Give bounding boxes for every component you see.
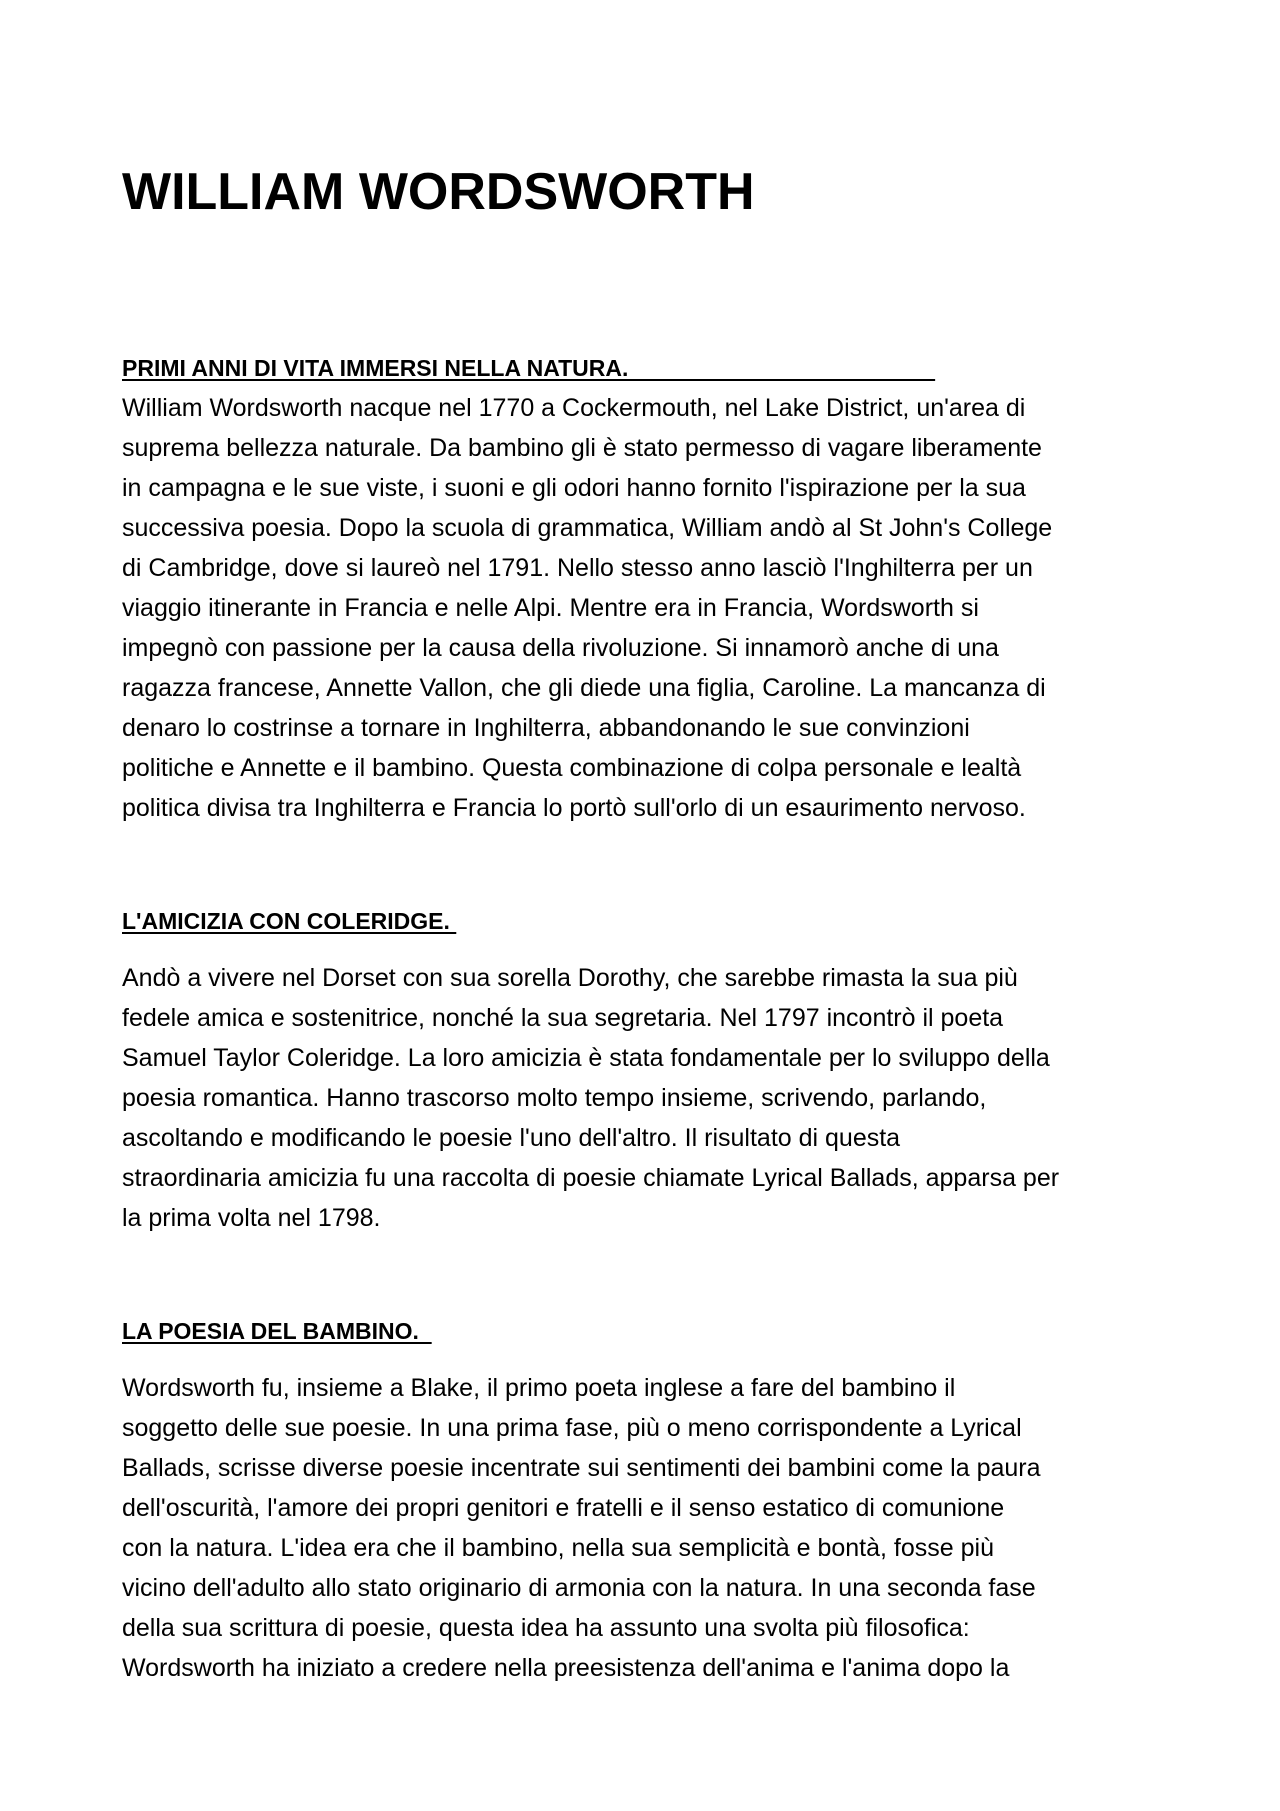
text-line: William Wordsworth nacque nel 1770 a Cockermouth, nel Lake District, un'area di (122, 394, 1026, 422)
section-body-coleridge (122, 958, 1059, 1238)
text-line: dell'oscurità, l'amore dei propri genitori e fratelli e il senso estatico di comunione (122, 1494, 1005, 1522)
text-line: la prima volta nel 1798. (122, 1204, 381, 1232)
section-heading-child-poetry: LA POESIA DEL BAMBINO. (122, 1318, 432, 1344)
text-line: Andò a vivere nel Dorset con sua sorella Dorothy, che sarebbe rimasta la sua più (122, 964, 1018, 992)
text-line: Samuel Taylor Coleridge. La loro amicizia è stata fondamentale per lo sviluppo della (122, 1044, 1050, 1072)
text-line: della sua scrittura di poesie, questa idea ha assunto una svolta più filosofica: (122, 1614, 970, 1642)
text-line: con la natura. L'idea era che il bambino, nella sua semplicità e bontà, fosse più (122, 1534, 994, 1562)
section-body-child-poetry (122, 1368, 1041, 1688)
section-heading-early-life: PRIMI ANNI DI VITA IMMERSI NELLA NATURA. (122, 355, 936, 381)
text-line: straordinaria amicizia fu una raccolta di poesie chiamate Lyrical Ballads, apparsa per (122, 1164, 1060, 1192)
text-line: successiva poesia. Dopo la scuola di grammatica, William andò al St John's College (122, 514, 1053, 542)
text-line: Ballads, scrisse diverse poesie incentrate sui sentimenti dei bambini come la paura (122, 1454, 1041, 1482)
text-line: suprema bellezza naturale. Da bambino gli è stato permesso di vagare liberamente (122, 434, 1042, 462)
text-line: soggetto delle sue poesie. In una prima fase, più o meno corrispondente a Lyrical (122, 1414, 1022, 1442)
section-heading-coleridge: L'AMICIZIA CON COLERIDGE. (122, 908, 457, 934)
text-line: ascoltando e modificando le poesie l'uno dell'altro. Il risultato di questa (122, 1124, 901, 1152)
section-body-early-life (122, 388, 1052, 828)
text-line: denaro lo costrinse a tornare in Inghilterra, abbandonando le sue convinzioni (122, 714, 970, 742)
text-line: Wordsworth ha iniziato a credere nella preesistenza dell'anima e l'anima dopo la (122, 1654, 1010, 1682)
text-line: ragazza francese, Annette Vallon, che gli diede una figlia, Caroline. La mancanza di (122, 674, 1046, 702)
text-line: in campagna e le sue viste, i suoni e gli odori hanno fornito l'ispirazione per la sua (122, 474, 1026, 502)
text-line: politica divisa tra Inghilterra e Francia lo portò sull'orlo di un esaurimento nervoso. (122, 794, 1026, 822)
text-line: di Cambridge, dove si laureò nel 1791. Nello stesso anno lasciò l'Inghilterra per un (122, 554, 1033, 582)
text-line: impegnò con passione per la causa della rivoluzione. Si innamorò anche di una (122, 634, 999, 662)
document-title: WILLIAM WORDSWORTH (122, 163, 755, 221)
text-line: politiche e Annette e il bambino. Questa combinazione di colpa personale e lealtà (122, 754, 1022, 782)
text-line: fedele amica e sostenitrice, nonché la sua segretaria. Nel 1797 incontrò il poeta (122, 1004, 1004, 1032)
text-line: viaggio itinerante in Francia e nelle Alpi. Mentre era in Francia, Wordsworth si (122, 594, 979, 622)
text-line: vicino dell'adulto allo stato originario di armonia con la natura. In una seconda fase (122, 1574, 1036, 1602)
text-line: poesia romantica. Hanno trascorso molto tempo insieme, scrivendo, parlando, (122, 1084, 987, 1112)
text-line: Wordsworth fu, insieme a Blake, il primo poeta inglese a fare del bambino il (122, 1374, 956, 1402)
